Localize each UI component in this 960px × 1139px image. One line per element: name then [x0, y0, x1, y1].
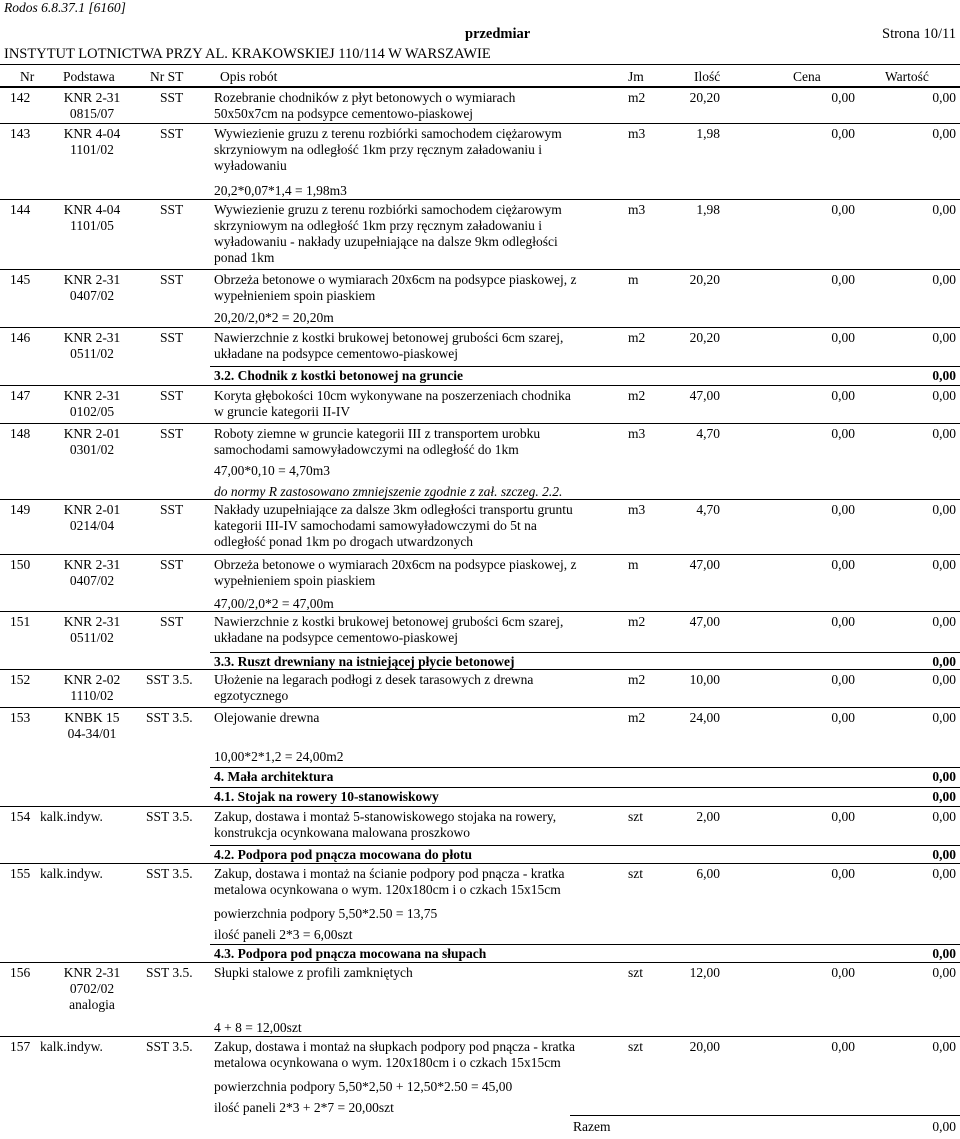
calc-line: powierzchnia podpory 5,50*2.50 = 13,75: [214, 906, 438, 921]
row-value: 0,00: [932, 557, 956, 572]
row-description: Roboty ziemne w gruncie kategorii III z transportem urobku: [214, 426, 541, 441]
row-description: samochodami samowyładowczymi na odległość do 1km: [214, 442, 519, 457]
section-title: 4.3. Podpora pod pnącza mocowana na słupach: [214, 946, 487, 961]
row-nr-st: SST: [160, 330, 184, 345]
row-rule: [0, 87, 960, 88]
row-quantity: 47,00: [689, 614, 720, 629]
row-podstawa: KNR 2-31: [63, 614, 121, 629]
section-rule: [210, 845, 960, 846]
total-rule: [570, 1115, 960, 1116]
row-quantity: 1,98: [696, 202, 720, 217]
row-podstawa: kalk.indyw.: [40, 809, 103, 824]
row-podstawa: 0511/02: [70, 346, 114, 361]
row-description: układane na podsypce cementowo-piaskowej: [214, 630, 459, 645]
row-nr-st: SST: [160, 90, 184, 105]
row-description: w gruncie kategorii II-IV: [214, 404, 351, 419]
row-description: Koryta głębokości 10cm wykonywane na poszerzeniach chodnika: [214, 388, 571, 403]
col-ilosc-header: Ilość: [694, 69, 721, 84]
row-nr: 146: [10, 330, 31, 345]
section-value: 0,00: [932, 789, 956, 804]
row-description: Nawierzchnie z kostki brukowej betonowej grubości 6cm szarej,: [214, 330, 564, 345]
row-description: skrzyniowym na odległość 1km przy ręcznym załadowaniu i: [214, 218, 543, 233]
row-price: 0,00: [831, 1039, 855, 1054]
section-title: 3.3. Ruszt drewniany na istniejącej płycie betonowej: [214, 654, 515, 669]
row-price: 0,00: [831, 330, 855, 345]
row-nr-st: SST: [160, 202, 184, 217]
page-number: Strona 10/11: [882, 26, 956, 42]
row-price: 0,00: [831, 965, 855, 980]
row-podstawa: KNR 2-01: [63, 502, 121, 517]
total-label: Razem: [573, 1119, 611, 1134]
row-unit: szt: [628, 965, 643, 980]
row-rule: [0, 269, 960, 270]
row-rule: [0, 806, 960, 807]
row-description: Słupki stalowe z profili zamkniętych: [214, 965, 413, 980]
row-unit: m3: [628, 502, 646, 517]
row-podstawa: 1110/02: [70, 688, 114, 703]
row-podstawa: 0102/05: [69, 404, 115, 419]
row-description: Olejowanie drewna: [214, 710, 320, 725]
calc-line: 10,00*2*1,2 = 24,00m2: [214, 749, 344, 764]
calc-line: 4 + 8 = 12,00szt: [214, 1020, 302, 1035]
row-description: Rozebranie chodników z płyt betonowych o wymiarach: [214, 90, 516, 105]
row-description: Obrzeża betonowe o wymiarach 20x6cm na podsypce piaskowej, z: [214, 272, 577, 287]
row-podstawa: 0702/02: [69, 981, 115, 996]
header-rule: [0, 64, 960, 65]
norm-note: do normy R zastosowano zmniejszenie zgodnie z zał. szczeg. 2.2.: [214, 484, 563, 499]
row-nr: 150: [10, 557, 31, 572]
row-podstawa: 0301/02: [69, 442, 115, 457]
row-nr: 147: [10, 388, 31, 403]
col-jm-header: Jm: [628, 69, 644, 84]
row-unit: m3: [628, 202, 646, 217]
row-description: wyładowaniu: [214, 158, 287, 173]
section-title: 3.2. Chodnik z kostki betonowej na gruncie: [214, 368, 464, 383]
row-rule: [0, 863, 960, 864]
row-podstawa: KNR 2-31: [63, 965, 121, 980]
row-quantity: 1,98: [696, 126, 720, 141]
row-nr-st: SST: [160, 272, 184, 287]
row-unit: m3: [628, 426, 646, 441]
row-price: 0,00: [831, 557, 855, 572]
row-nr: 154: [10, 809, 31, 824]
row-quantity: 20,20: [689, 90, 720, 105]
row-description: konstrukcja ocynkowana malowana proszkowo: [214, 825, 471, 840]
row-price: 0,00: [831, 126, 855, 141]
row-nr: 142: [10, 90, 31, 105]
row-unit: m: [628, 557, 639, 572]
row-value: 0,00: [932, 388, 956, 403]
row-nr-st: SST 3.5.: [146, 1039, 193, 1054]
row-rule: [0, 385, 960, 386]
row-quantity: 20,20: [689, 330, 720, 345]
row-nr-st: SST 3.5.: [146, 809, 193, 824]
row-nr: 145: [10, 272, 31, 287]
row-rule: [0, 554, 960, 555]
col-opis-header: Opis robót: [220, 69, 278, 84]
row-podstawa: KNR 4-04: [63, 202, 121, 217]
row-rule: [0, 707, 960, 708]
row-value: 0,00: [932, 202, 956, 217]
row-nr: 143: [10, 126, 31, 141]
row-description: Wywiezienie gruzu z terenu rozbiórki samochodem ciężarowym: [214, 126, 562, 141]
row-rule: [0, 327, 960, 328]
row-quantity: 20,00: [689, 1039, 720, 1054]
row-podstawa: 0511/02: [70, 630, 114, 645]
section-value: 0,00: [932, 847, 956, 862]
calc-line: powierzchnia podpory 5,50*2,50 + 12,50*2.50 = 45,00: [214, 1079, 513, 1094]
row-unit: m2: [628, 330, 646, 345]
row-podstawa: KNR 2-31: [63, 557, 121, 572]
section-value: 0,00: [932, 769, 956, 784]
row-description: układane na podsypce cementowo-piaskowej: [214, 346, 459, 361]
row-quantity: 4,70: [696, 426, 720, 441]
row-podstawa: KNR 2-31: [63, 272, 121, 287]
row-value: 0,00: [932, 672, 956, 687]
row-value: 0,00: [932, 426, 956, 441]
row-podstawa: KNR 2-02: [63, 672, 121, 687]
row-price: 0,00: [831, 90, 855, 105]
row-value: 0,00: [932, 126, 956, 141]
row-unit: m2: [628, 90, 646, 105]
row-nr-st: SST: [160, 126, 184, 141]
row-podstawa: KNR 2-31: [63, 330, 121, 345]
row-price: 0,00: [831, 426, 855, 441]
row-value: 0,00: [932, 710, 956, 725]
row-price: 0,00: [831, 866, 855, 881]
row-podstawa: 0815/07: [69, 106, 115, 121]
row-unit: m2: [628, 614, 646, 629]
row-value: 0,00: [932, 502, 956, 517]
row-podstawa: 1101/05: [70, 218, 114, 233]
row-podstawa: KNR 2-31: [63, 388, 121, 403]
row-description: Zakup, dostawa i montaż na słupkach podpory pod pnącza - kratka: [214, 1039, 576, 1054]
row-description: 50x50x7cm na podsypce cementowo-piaskowej: [214, 106, 474, 121]
section-value: 0,00: [932, 654, 956, 669]
row-podstawa: KNR 4-04: [63, 126, 121, 141]
col-nr-header: Nr: [20, 69, 35, 84]
row-podstawa: 0407/02: [69, 288, 115, 303]
document-type: przedmiar: [465, 26, 531, 42]
calc-line: 47,00/2,0*2 = 47,00m: [214, 596, 334, 611]
row-description: wyładowaniu - nakłady uzupełniające na dalsze 9km odległości: [214, 234, 558, 249]
row-nr-st: SST: [160, 614, 184, 629]
row-nr-st: SST 3.5.: [146, 965, 193, 980]
row-value: 0,00: [932, 614, 956, 629]
row-rule: [0, 199, 960, 200]
row-rule: [0, 1036, 960, 1037]
row-nr: 144: [10, 202, 31, 217]
row-description: wypełnieniem spoin piaskiem: [214, 288, 376, 303]
row-price: 0,00: [831, 202, 855, 217]
row-description: metalowa ocynkowana o wym. 120x180cm i o czkach 15x15cm: [214, 1055, 561, 1070]
row-description: odległość ponad 1km po drogach utwardzonych: [214, 534, 474, 549]
row-quantity: 47,00: [689, 388, 720, 403]
row-podstawa: 04-34/01: [67, 726, 117, 741]
row-value: 0,00: [932, 866, 956, 881]
row-podstawa: KNR 2-31: [63, 90, 121, 105]
row-podstawa: analogia: [69, 997, 115, 1012]
row-unit: m2: [628, 672, 646, 687]
row-unit: szt: [628, 1039, 643, 1054]
row-unit: szt: [628, 809, 643, 824]
row-nr: 153: [10, 710, 31, 725]
row-podstawa: 0407/02: [69, 573, 115, 588]
row-price: 0,00: [831, 502, 855, 517]
row-value: 0,00: [932, 809, 956, 824]
row-price: 0,00: [831, 672, 855, 687]
row-podstawa: KNBK 15: [64, 710, 120, 725]
row-nr: 156: [10, 965, 31, 980]
row-description: Wywiezienie gruzu z terenu rozbiórki samochodem ciężarowym: [214, 202, 562, 217]
row-description: egzotycznego: [214, 688, 289, 703]
row-unit: m: [628, 272, 639, 287]
col-podstawa-header: Podstawa: [63, 69, 115, 84]
row-podstawa: 1101/02: [70, 142, 114, 157]
section-value: 0,00: [932, 368, 956, 383]
calc-line: 20,2*0,07*1,4 = 1,98m3: [214, 183, 347, 198]
row-nr-st: SST 3.5.: [146, 710, 193, 725]
row-quantity: 10,00: [689, 672, 720, 687]
row-podstawa: 0214/04: [69, 518, 115, 533]
row-quantity: 2,00: [696, 809, 720, 824]
row-description: Zakup, dostawa i montaż na ścianie podpory pod pnącza - kratka: [214, 866, 565, 881]
row-nr-st: SST: [160, 557, 184, 572]
row-value: 0,00: [932, 965, 956, 980]
total-value: 0,00: [932, 1119, 956, 1134]
row-price: 0,00: [831, 809, 855, 824]
section-rule: [210, 652, 960, 653]
row-nr-st: SST: [160, 388, 184, 403]
institution-name: INSTYTUT LOTNICTWA PRZY AL. KRAKOWSKIEJ 110/114 W WARSZAWIE: [4, 46, 491, 62]
row-nr: 149: [10, 502, 31, 517]
row-description: Nakłady uzupełniające za dalsze 3km odległości transportu gruntu: [214, 502, 573, 517]
row-podstawa: kalk.indyw.: [40, 866, 103, 881]
row-nr-st: SST 3.5.: [146, 672, 193, 687]
row-description: Zakup, dostawa i montaż 5-stanowiskowego stojaka na rowery,: [214, 809, 557, 824]
row-quantity: 6,00: [696, 866, 720, 881]
section-rule: [210, 366, 960, 367]
row-unit: szt: [628, 866, 643, 881]
calc-line: ilość paneli 2*3 = 6,00szt: [214, 927, 353, 942]
row-price: 0,00: [831, 272, 855, 287]
row-nr: 155: [10, 866, 31, 881]
row-price: 0,00: [831, 710, 855, 725]
col-nrst-header: Nr ST: [150, 69, 184, 84]
row-value: 0,00: [932, 1039, 956, 1054]
row-unit: m3: [628, 126, 646, 141]
calc-line: ilość paneli 2*3 + 2*7 = 20,00szt: [214, 1100, 394, 1115]
row-description: kategorii III-IV samochodami samowyładowczymi do 5t na: [214, 518, 537, 533]
row-description: skrzyniowym na odległość 1km przy ręcznym załadowaniu i: [214, 142, 543, 157]
calc-line: 47,00*0,10 = 4,70m3: [214, 463, 330, 478]
row-value: 0,00: [932, 272, 956, 287]
section-title: 4.1. Stojak na rowery 10-stanowiskowy: [214, 789, 439, 804]
row-quantity: 4,70: [696, 502, 720, 517]
row-rule: [0, 611, 960, 612]
row-quantity: 47,00: [689, 557, 720, 572]
calc-line: 20,20/2,0*2 = 20,20m: [214, 310, 334, 325]
col-cena-header: Cena: [793, 69, 821, 84]
row-description: Ułożenie na legarach podłogi z desek tarasowych z drewna: [214, 672, 534, 687]
row-description: ponad 1km: [214, 250, 275, 265]
row-quantity: 24,00: [689, 710, 720, 725]
row-nr-st: SST: [160, 426, 184, 441]
row-description: wypełnieniem spoin piaskiem: [214, 573, 376, 588]
row-podstawa: KNR 2-01: [63, 426, 121, 441]
row-quantity: 20,20: [689, 272, 720, 287]
row-unit: m2: [628, 388, 646, 403]
row-price: 0,00: [831, 614, 855, 629]
col-wartosc-header: Wartość: [885, 69, 929, 84]
row-rule: [0, 962, 960, 963]
row-nr: 157: [10, 1039, 31, 1054]
section-title: 4. Mała architektura: [214, 769, 334, 784]
row-description: Obrzeża betonowe o wymiarach 20x6cm na podsypce piaskowej, z: [214, 557, 577, 572]
row-nr-st: SST 3.5.: [146, 866, 193, 881]
row-rule: [0, 123, 960, 124]
program-version: Rodos 6.8.37.1 [6160]: [4, 0, 126, 15]
row-nr-st: SST: [160, 502, 184, 517]
row-unit: m2: [628, 710, 646, 725]
row-value: 0,00: [932, 90, 956, 105]
section-rule: [210, 944, 960, 945]
section-rule: [210, 787, 960, 788]
section-title: 4.2. Podpora pod pnącza mocowana do płotu: [214, 847, 473, 862]
row-nr: 148: [10, 426, 31, 441]
row-rule: [0, 423, 960, 424]
row-value: 0,00: [932, 330, 956, 345]
section-value: 0,00: [932, 946, 956, 961]
row-nr: 152: [10, 672, 31, 687]
row-podstawa: kalk.indyw.: [40, 1039, 103, 1054]
row-description: Nawierzchnie z kostki brukowej betonowej grubości 6cm szarej,: [214, 614, 564, 629]
row-description: metalowa ocynkowana o wym. 120x180cm i o czkach 15x15cm: [214, 882, 561, 897]
row-quantity: 12,00: [689, 965, 720, 980]
row-price: 0,00: [831, 388, 855, 403]
section-rule: [210, 767, 960, 768]
row-nr: 151: [10, 614, 31, 629]
